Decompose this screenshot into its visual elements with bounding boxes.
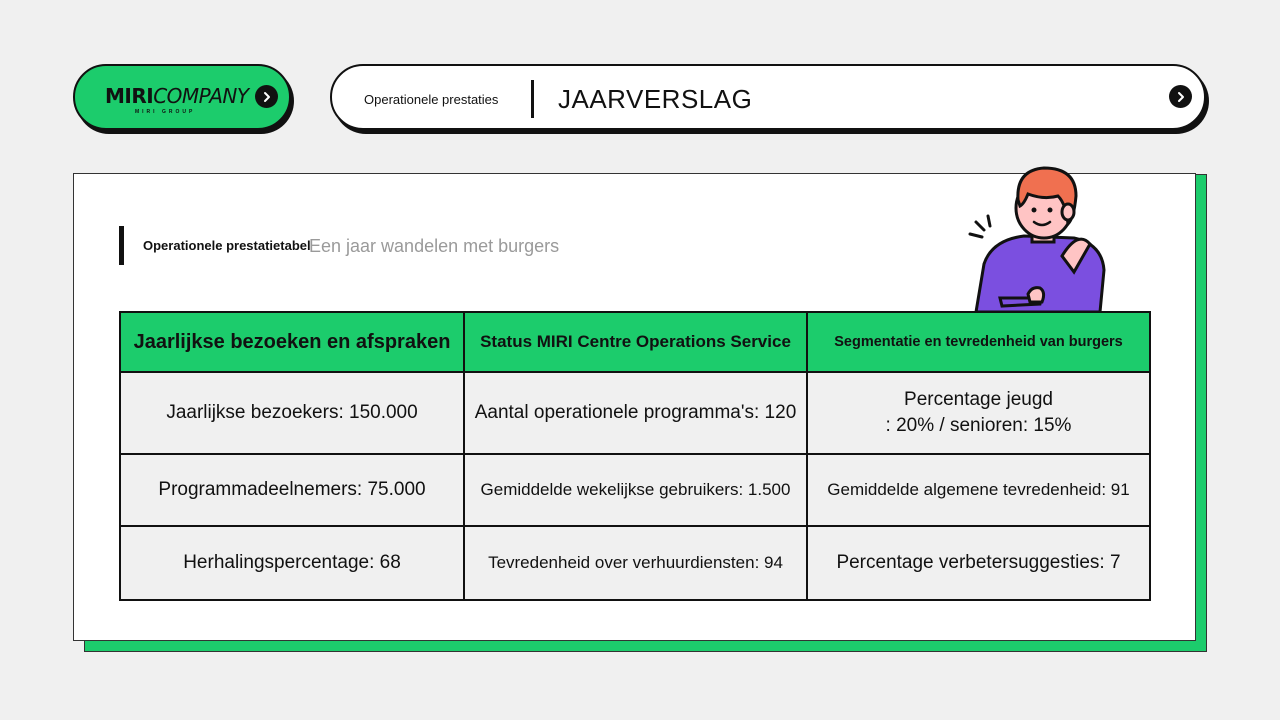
table-cell [807, 372, 1150, 454]
title-divider [531, 80, 534, 118]
table-cell: Jaarlijkse bezoekers: 150.000 [120, 372, 464, 454]
table-header-cell: Jaarlijkse bezoeken en afspraken [120, 312, 464, 372]
table-cell: Gemiddelde algemene tevredenheid: 91 [807, 454, 1150, 526]
table-cell: Tevredenheid over verhuurdiensten: 94 [464, 526, 807, 600]
brand-bold: MIRI [105, 84, 154, 108]
brand-logo [105, 84, 249, 108]
arrow-right-circle-icon[interactable] [255, 85, 278, 108]
table-header-row [120, 312, 1150, 372]
logo-pill[interactable] [73, 64, 291, 130]
section-label: Operationele prestatietabel [143, 238, 311, 253]
arrow-right-circle-icon[interactable] [1169, 85, 1192, 108]
section-accent-bar [119, 226, 124, 265]
table-cell: Programmadeelnemers: 75.000 [120, 454, 464, 526]
table-cell: Aantal operationele programma's: 120 [464, 372, 807, 454]
table-cell-line: : 20% / senioren: 15% [885, 415, 1072, 436]
brand-italic: COMPANY [153, 84, 249, 108]
section-subtitle: Een jaar wandelen met burgers [309, 236, 560, 256]
title-pill[interactable] [330, 64, 1206, 130]
brand-subtitle: MIRI GROUP [135, 109, 196, 115]
table-row [120, 454, 1150, 526]
table-row [120, 526, 1150, 600]
table-row [120, 372, 1150, 454]
table-cell: Gemiddelde wekelijkse gebruikers: 1.500 [464, 454, 807, 526]
table-header-cell: Segmentatie en tevredenheid van burgers [807, 312, 1150, 372]
table-cell-line: Percentage jeugd [904, 389, 1053, 411]
page-title: JAARVERSLAG [558, 84, 753, 114]
table-header-cell: Status MIRI Centre Operations Service [464, 312, 807, 372]
performance-table [119, 311, 1151, 601]
table-cell: Percentage verbetersuggesties: 7 [807, 526, 1150, 600]
section-name: Operationele prestaties [364, 92, 499, 107]
table-cell: Herhalingspercentage: 68 [120, 526, 464, 600]
thinking-person-illustration [962, 160, 1112, 312]
